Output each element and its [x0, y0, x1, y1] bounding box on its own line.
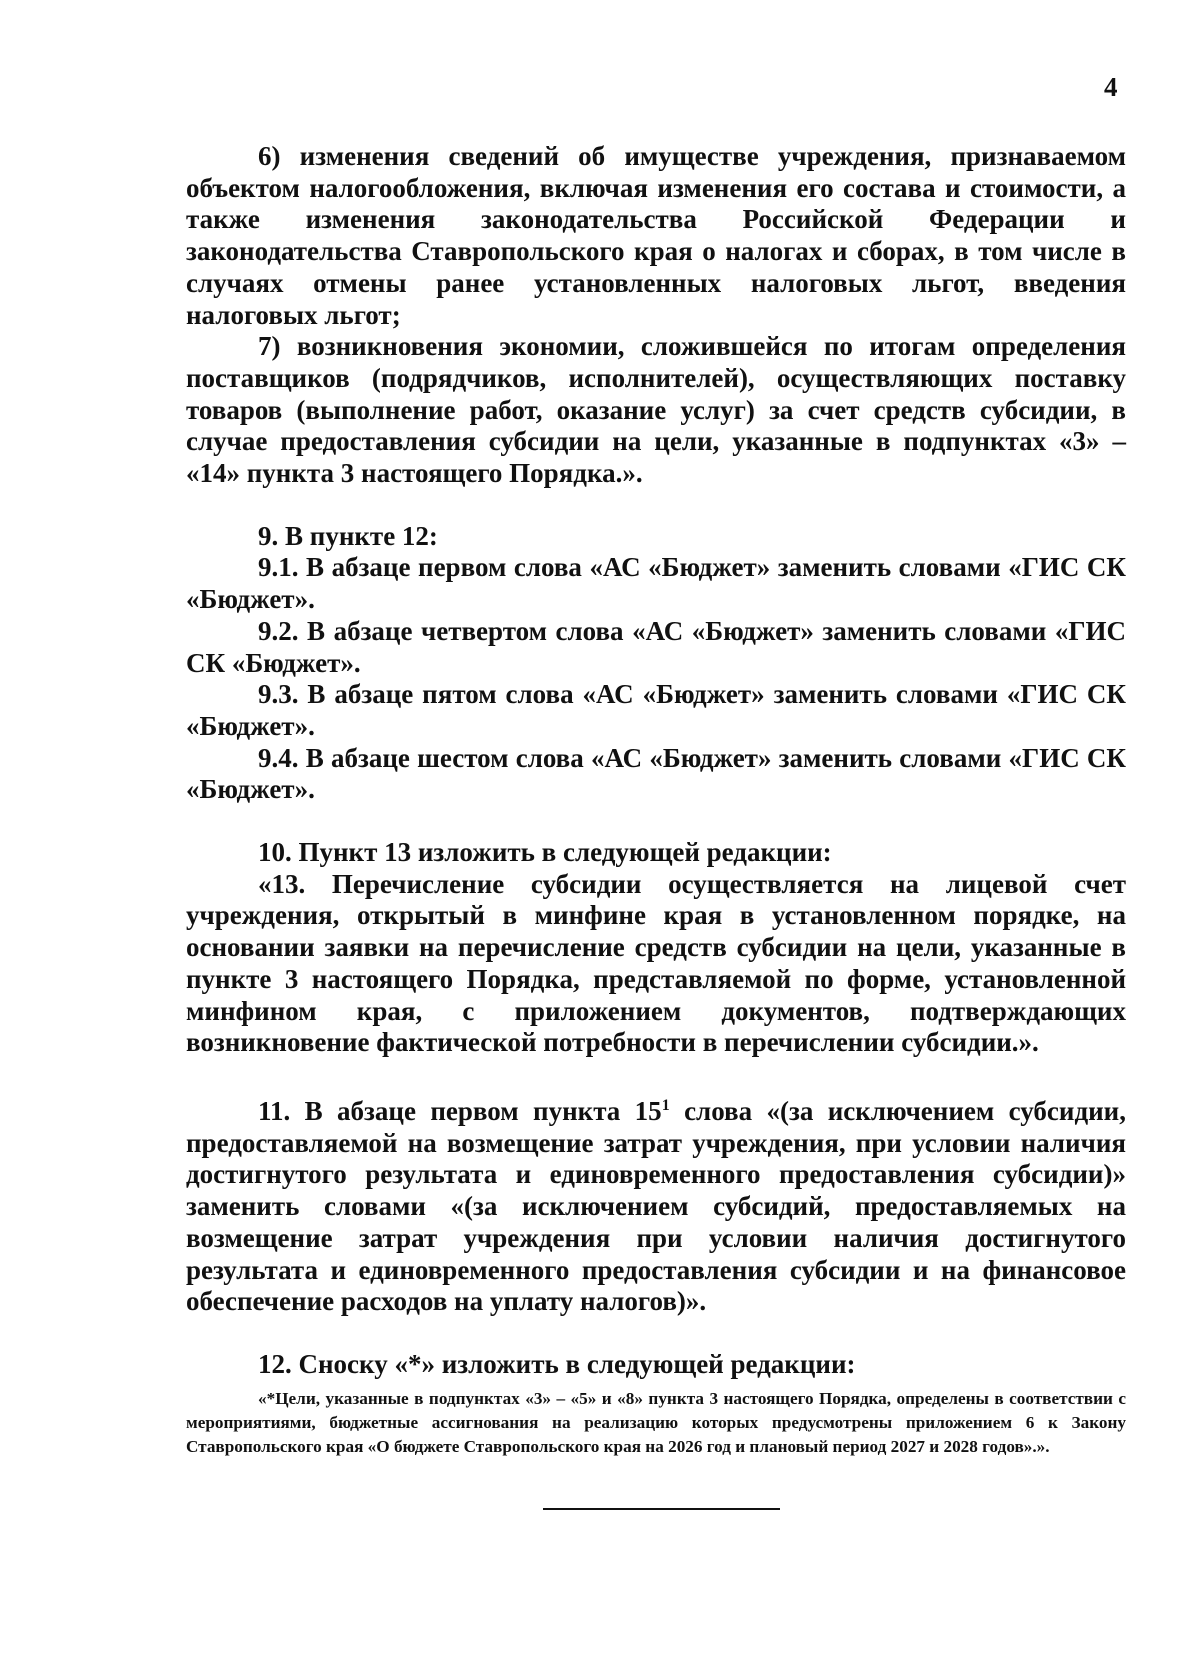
paragraph-9-4: 9.4. В абзаце шестом слова «АС «Бюджет» заменить словами «ГИС СК «Бюджет». — [186, 742, 1126, 805]
paragraph-11-rest: слова «(за исключением субсидии, предоставляемой на возмещение затрат учреждения, при условии наличия достигнутого результата и единовременного предоставления субсидии)» заменить словами «(за исключением субсидий, предоставляемых на возмещение затрат учреждения при условии наличия достигнутого результата и единовременного предоставления субсидии и на финансовое обеспечение расходов на уплату налогов)». — [186, 1095, 1126, 1317]
paragraph-9-2: 9.2. В абзаце четвертом слова «АС «Бюджет» заменить словами «ГИС СК «Бюджет». — [186, 615, 1126, 678]
paragraph-10-text: «13. Перечисление субсидии осуществляется на лицевой счет учреждения, открытый в минфине края в установленном порядке, на основании заявки на перечисление средств субсидии на цели, указанные в пункте 3 настоящего Порядка, представляемой по форме, установленной минфином края, с приложением документов, подтверждающих возникновение фактической потребности в перечислении субсидии.». — [186, 868, 1126, 1058]
paragraph-10: 10. Пункт 13 изложить в следующей редакции: — [258, 837, 832, 868]
paragraph-11 — [186, 1090, 1126, 1318]
paragraph-7: 7) возникновения экономии, сложившейся по итогам определения поставщиков (подрядчиков, исполнителей), осуществляющих поставку товаров (выполнение работ, оказание услуг) за счет средств субсидии, в случае предоставления субсидии на цели, указанные в подпунктах «3» – «14» пункта 3 настоящего Порядка.». — [186, 331, 1126, 489]
paragraph-9-1: 9.1. В абзаце первом слова «АС «Бюджет» заменить словами «ГИС СК «Бюджет». — [186, 552, 1126, 615]
paragraph-9-3: 9.3. В абзаце пятом слова «АС «Бюджет» заменить словами «ГИС СК «Бюджет». — [186, 679, 1126, 741]
closing-rule — [543, 1508, 780, 1510]
paragraph-9: 9. В пункте 12: — [258, 520, 438, 551]
paragraph-11-superscript: 1 — [661, 1096, 670, 1114]
paragraph-12: 12. Сноску «*» изложить в следующей редакции: — [258, 1348, 856, 1379]
document-body — [186, 141, 1126, 1459]
page-number: 4 — [1104, 72, 1118, 102]
paragraph-11-start: 11. В абзаце первом пункта 15 — [258, 1095, 662, 1126]
footnote-text: «*Цели, указанные в подпунктах «3» – «5» и «8» пункта 3 настоящего Порядка, определены в соответствии с мероприятиями, бюджетные ассигнования на реализацию которых предусмотрены приложением 6 к Закону Ставропольского края «О бюджете Ставропольского края на 2026 год и плановый период 2027 и 2028 годов».». — [186, 1388, 1126, 1456]
paragraph-6: 6) изменения сведений об имуществе учреждения, признаваемом объектом налогообложения, включая изменения его состава и стоимости, а также изменения законодательства Российской Федерации и законодательства Ставропольского края о налогах и сборах, в том числе в случаях отмены ранее установленных налоговых льгот, введения налоговых льгот; — [186, 141, 1126, 330]
